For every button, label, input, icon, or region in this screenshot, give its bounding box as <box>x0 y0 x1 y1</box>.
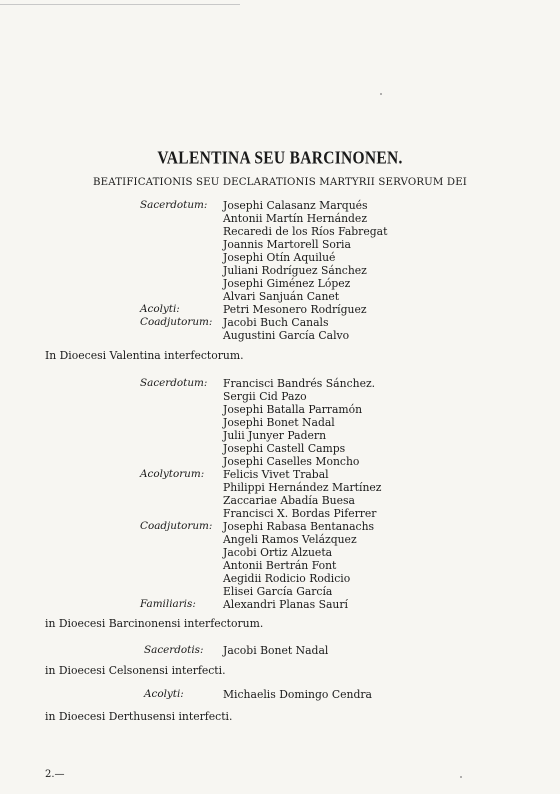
martyr-name: Jacobi Ortiz Alzueta <box>223 546 333 559</box>
martyr-name: Josephi Batalla Parramón <box>223 403 363 416</box>
martyr-name: Petri Mesonero Rodríguez <box>223 303 367 316</box>
martyr-name: Josephi Bonet Nadal <box>223 416 335 429</box>
martyr-name: Zaccariae Abadía Buesa <box>223 494 355 507</box>
martyr-name: Joannis Martorell Soria <box>223 238 351 251</box>
diocese-line: in Dioecesi Derthusensi interfecti. <box>45 710 233 723</box>
martyr-name: Josephi Giménez López <box>223 277 351 290</box>
martyr-name: Sergii Cid Pazo <box>223 390 307 403</box>
martyr-name: Angeli Ramos Velázquez <box>223 533 357 546</box>
martyr-name: Aegidii Rodicio Rodicio <box>223 572 351 585</box>
martyr-name: Francisci X. Bordas Piferrer <box>223 507 377 520</box>
martyr-name: Felicis Vivet Trabal <box>223 468 329 481</box>
martyr-name: Antonii Martín Hernández <box>223 212 368 225</box>
role-label: Acolyti: <box>140 303 180 315</box>
martyr-name: Josephi Rabasa Bentanachs <box>223 520 375 533</box>
martyr-name: Josephi Caselles Moncho <box>223 455 360 468</box>
martyr-name: Julii Junyer Padern <box>223 429 327 442</box>
role-label: Acolytorum: <box>140 468 205 480</box>
scan-speck <box>380 93 382 95</box>
martyr-name: Jacobi Bonet Nadal <box>223 644 329 657</box>
martyr-name: Josephi Calasanz Marqués <box>223 199 368 212</box>
role-label: Sacerdotis: <box>144 644 204 656</box>
martyr-name: Alvari Sanjuán Canet <box>223 290 340 303</box>
martyr-name: Josephi Castell Camps <box>223 442 346 455</box>
role-label: Acolyti: <box>144 688 184 700</box>
martyr-name: Antonii Bertrán Font <box>223 559 337 572</box>
role-label: Coadjutorum: <box>140 316 213 328</box>
role-label: Sacerdotum: <box>140 377 208 389</box>
martyr-name: Jacobi Buch Canals <box>223 316 329 329</box>
role-label: Sacerdotum: <box>140 199 208 211</box>
martyr-name: Michaelis Domingo Cendra <box>223 688 372 701</box>
document-title: VALENTINA SEU BARCINONEN. <box>157 148 403 169</box>
role-label: Familiaris: <box>140 598 196 610</box>
martyr-name: Juliani Rodríguez Sánchez <box>223 264 367 277</box>
scan-edge-line <box>0 4 240 5</box>
martyr-name: Elisei García García <box>223 585 333 598</box>
martyr-name: Augustini García Calvo <box>223 329 350 342</box>
page-number: 2.— <box>45 769 65 780</box>
martyr-name: Alexandri Planas Saurí <box>223 598 348 611</box>
martyr-name: Philippi Hernández Martínez <box>223 481 382 494</box>
document-subtitle: BEATIFICATIONIS SEU DECLARATIONIS MARTYRII SERVORUM DEI <box>93 177 467 188</box>
role-label: Coadjutorum: <box>140 520 213 532</box>
scan-speck <box>460 776 462 778</box>
martyr-name: Francisci Bandrés Sánchez. <box>223 377 376 390</box>
diocese-line: in Dioecesi Barcinonensi interfectorum. <box>45 617 264 630</box>
diocese-line: In Dioecesi Valentina interfectorum. <box>45 349 244 362</box>
martyr-name: Recaredi de los Ríos Fabregat <box>223 225 388 238</box>
diocese-line: in Dioecesi Celsonensi interfecti. <box>45 664 226 677</box>
martyr-name: Josephi Otín Aquilué <box>223 251 336 264</box>
